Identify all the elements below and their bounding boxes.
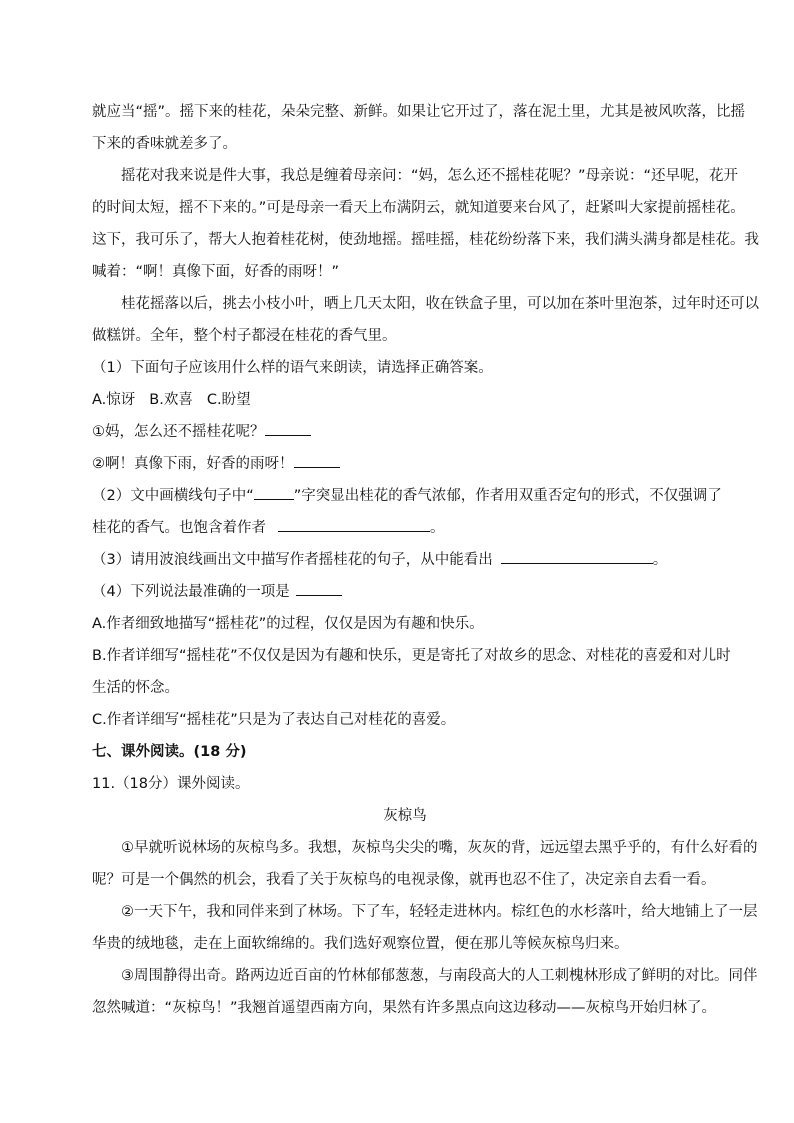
article-line: ②一天下午，我和同伴来到了林场。下了车，轻轻走进林内。棕红色的水杉落叶，给大地铺上了一层 xyxy=(121,904,758,920)
question-text: （3）请用波浪线画出文中描写作者摇桂花的句子，从中能看出 xyxy=(92,552,493,568)
question-1 xyxy=(92,352,718,480)
passage-line: 下来的香味就差多了。 xyxy=(92,136,237,152)
question-text: ”字突显出桂花的香气浓郁，作者用双重否定句的形式，不仅强调了 xyxy=(293,488,722,504)
question-11: 11.（18分）课外阅读。 xyxy=(92,776,250,792)
item-text: ①妈，怎么还不摇桂花呢？ xyxy=(92,424,265,440)
passage-line: 喊着：“啊！真像下面，好香的雨呀！” xyxy=(92,264,340,280)
option-c: C.盼望 xyxy=(206,392,251,408)
passage-line: 就应当“摇”。摇下来的桂花，朵朵完整、新鲜。如果让它开过了，落在泥土里，尤其是被风吹落，比摇 xyxy=(92,104,746,120)
item-text: ②啊！真像下雨，好香的雨呀！ xyxy=(92,456,294,472)
passage-line: 摇花对我来说是件大事，我总是缠着母亲问：“妈，怎么还不摇桂花呢？”母亲说：“还早呢，花开 xyxy=(121,168,739,184)
question-line xyxy=(92,544,718,576)
article-line: 忽然喊道：“灰椋鸟！”我翘首遥望西南方向，果然有许多黑点向这边移动——灰椋鸟开始归林了。 xyxy=(92,1000,717,1016)
option-a: A.惊讶 xyxy=(92,392,136,408)
passage-paragraph-1 xyxy=(92,160,759,288)
option-row xyxy=(92,384,718,416)
passage-line: 的时间太短，摇不下来的。”可是母亲一看天上布满阴云，就知道要来台风了，赶紧叫大家提前摇桂花。 xyxy=(92,200,745,216)
answer-blank[interactable] xyxy=(294,453,340,468)
option-b: B.欢喜 xyxy=(149,392,193,408)
question-2 xyxy=(92,480,722,544)
answer-blank[interactable] xyxy=(265,421,311,436)
passage-line: 桂花摇落以后，挑去小枝小叶，晒上几天太阳，收在铁盒子里，可以加在茶叶里泡茶，过年时还可以 xyxy=(121,296,759,312)
answer-blank[interactable] xyxy=(254,485,294,500)
question-end: 。 xyxy=(430,520,445,536)
article-line: 呢？可是一个偶然的机会，我看了关于灰椋鸟的电视录像，就再也忍不住了，决定亲自去看一看。 xyxy=(92,872,716,888)
answer-blank[interactable] xyxy=(296,581,342,596)
option-b-line2: 生活的怀念。 xyxy=(92,680,179,696)
question-line xyxy=(92,512,718,544)
question-prompt: （1）下面句子应该用什么样的语气来朗读，请选择正确答案。 xyxy=(92,360,493,376)
option-c: C.作者详细写“摇桂花”只是为了表达自己对桂花的喜爱。 xyxy=(92,712,456,728)
question-text: （2）文中画横线句子中“ xyxy=(92,488,254,504)
question-text: （4）下列说法最准确的一项是 xyxy=(92,584,290,600)
answer-blank[interactable] xyxy=(501,549,653,564)
question-line xyxy=(92,480,722,512)
passage-line: 这下，我可乐了，帮大人抱着桂花树，使劲地摇。摇哇摇，桂花纷纷落下来，我们满头满身都是桂花。我 xyxy=(92,232,759,248)
question-3 xyxy=(92,544,718,576)
passage-line: 做糕饼。全年，整个村子都浸在桂花的香气里。 xyxy=(92,328,397,344)
article-line: ①早就听说林场的灰椋鸟多。我想，灰椋鸟尖尖的嘴，灰灰的背，远远望去黑乎乎的，有什么好看的 xyxy=(121,840,758,856)
option-b-line1: B.作者详细写“摇桂花”不仅仅是因为有趣和快乐，更是寄托了对故乡的思念、对桂花的喜爱和对儿时 xyxy=(92,648,731,664)
option-a: A.作者细致地描写“摇桂花”的过程，仅仅是因为有趣和快乐。 xyxy=(92,616,484,632)
passage-paragraph-2 xyxy=(92,288,759,352)
question-4 xyxy=(92,576,731,736)
answer-blank[interactable] xyxy=(278,517,430,532)
question-line xyxy=(92,576,718,608)
question-item xyxy=(92,416,718,448)
article-line: 华贵的绒地毯，走在上面软绵绵的。我们选好观察位置，便在那儿等候灰椋鸟归来。 xyxy=(92,936,629,952)
article-title: 灰椋鸟 xyxy=(383,808,427,824)
question-end: 。 xyxy=(652,552,668,568)
section-heading: 七、课外阅读。(18 分) xyxy=(92,744,247,760)
article-line: ③周围静得出奇。路两边近百亩的竹林郁郁葱葱，与南段高大的人工刺槐林形成了鲜明的对比。同伴 xyxy=(121,968,758,984)
passage-paragraph-0 xyxy=(92,96,746,160)
section-7 xyxy=(92,736,758,1024)
document-page xyxy=(92,96,759,1024)
question-text: 桂花的香气。也饱含着作者 xyxy=(92,520,266,536)
question-item xyxy=(92,448,718,480)
